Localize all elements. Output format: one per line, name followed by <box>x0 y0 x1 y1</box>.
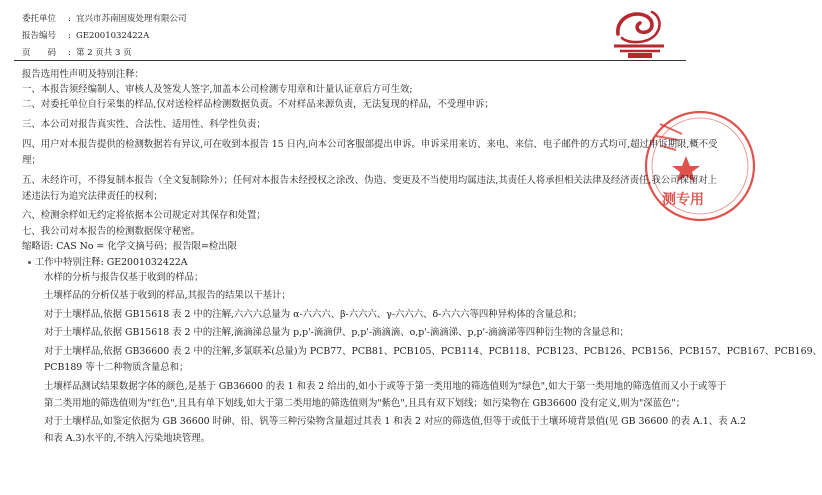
statement-intro: 报告选用性声明及特别注释： <box>22 69 144 80</box>
note-item: 对于土壤样品,如鉴定依据为 GB 36600 时砷、铅、钒等三种污染物含量超过其表 1 和表 2 对应的筛选值,但等于或低于土壤环境背景值(见 GB 36600 的表 A.1、表 A.2 <box>44 416 747 427</box>
company-logo-icon <box>608 4 672 60</box>
stamp-text: 测专用 <box>662 192 704 208</box>
statement-item: 四、用户对本报告提供的检测数据若有异议,可在收到本报告 15 日内,向本公司客服部提出申诉。申诉采用来访、来电、来信、电子邮件的方式均可,超过申诉期限,概不受 <box>22 139 718 150</box>
statement-item: 六、检测余样如无约定将依据本公司规定对其保存和处置； <box>22 210 266 221</box>
header-label: 报告编号 <box>22 31 57 41</box>
statement-item: 一、本报告须经编制人、审核人及签发人签字,加盖本公司检测专用章和计量认证章后方可生效; <box>22 84 413 95</box>
header-report-no-row: 报告编号 : GE2001032422A <box>22 31 150 41</box>
statement-item-cont: 述违法行为追究法律责任的权利； <box>22 191 163 202</box>
statement-item: 五、未经许可，不得复制本报告（全文复制除外）；任何对本报告未经授权之涂改、伪造、变更及不当使用均属违法,其责任人将承担相关法律及经济责任,我公司保留对上 <box>22 175 718 186</box>
header-page-row: 页 码 : 第 2 页共 3 页 <box>22 48 132 58</box>
note-item: 土壤样品的分析仅基于收到的样品,其报告的结果以干基计； <box>44 290 291 301</box>
header-label: 委托单位 <box>22 14 57 24</box>
note-item: 对于土壤样品,依据 GB15618 表 2 中的注解,六六六总量为 α-六六六、β-六六六、γ-六六六、δ-六六六等四种异构体的含量总和； <box>44 309 582 320</box>
bullet-dot-icon <box>28 261 31 264</box>
work-note-text: 工作中特别注释: GE2001032422A <box>35 257 188 268</box>
header-client-row: 委托单位 : 宜兴市苏南固废处理有限公司 <box>22 14 187 24</box>
note-item-cont: 第二类用地的筛选值则为"红色",且具有单下划线,如大于第二类用地的筛选值则为"紫色",且具有双下划线；如污染物在 GB36600 没有定义,则为"深蓝色"； <box>44 398 686 409</box>
header-divider <box>14 60 686 61</box>
note-item-cont: PCB189 等十二种物质含量总和； <box>44 362 189 373</box>
abbreviation-line: 缩略语: CAS No = 化学文摘号码；报告限=检出限 <box>22 241 238 252</box>
statement-item: 二、对委托单位自行采集的样品,仅对送检样品检测数据负责。不对样品来源负责，无法复现的样品，不受理申诉； <box>22 99 494 110</box>
header-client-value: 宜兴市苏南固废处理有限公司 <box>76 14 187 24</box>
header-page-value: 第 2 页共 3 页 <box>76 48 132 58</box>
header-report-no-value: GE2001032422A <box>76 31 150 41</box>
work-note-line <box>28 255 678 270</box>
report-header <box>0 0 700 62</box>
header-label: 页 码 <box>22 48 57 58</box>
note-item: 对于土壤样品,依据 GB15618 表 2 中的注解,滴滴涕总量为 p,p'-滴滴伊、p,p'-滴滴滴、o,p'-滴滴涕、p,p'-滴滴涕等四种衍生物的含量总和； <box>44 327 629 338</box>
note-item: 水样的分析与报告仅基于收到的样品； <box>44 272 204 283</box>
note-item: 土壤样品测试结果数据字体的颜色,是基于 GB36600 的表 1 和表 2 给出的,如小于或等于第一类用地的筛选值则为"绿色",如大于第一类用地的筛选值而又小于或等于 <box>44 381 727 392</box>
statement-item: 三、本公司对报告真实性、合法性、适用性、科学性负责； <box>22 119 266 130</box>
note-item-cont: 和表 A.3)水平的,不纳入污染地块管理。 <box>44 433 210 444</box>
statement-item-cont: 理； <box>22 155 41 166</box>
statement-item: 七、我公司对本报告的检测数据保守秘密。 <box>22 226 201 237</box>
note-item: 对于土壤样品,依据 GB36600 表 2 中的注解,多氯联苯(总量)为 PCB77、PCB81、PCB105、PCB114、PCB118、PCB123、PCB126、PCB156、PCB157、PCB167、PCB169、 <box>44 346 822 357</box>
